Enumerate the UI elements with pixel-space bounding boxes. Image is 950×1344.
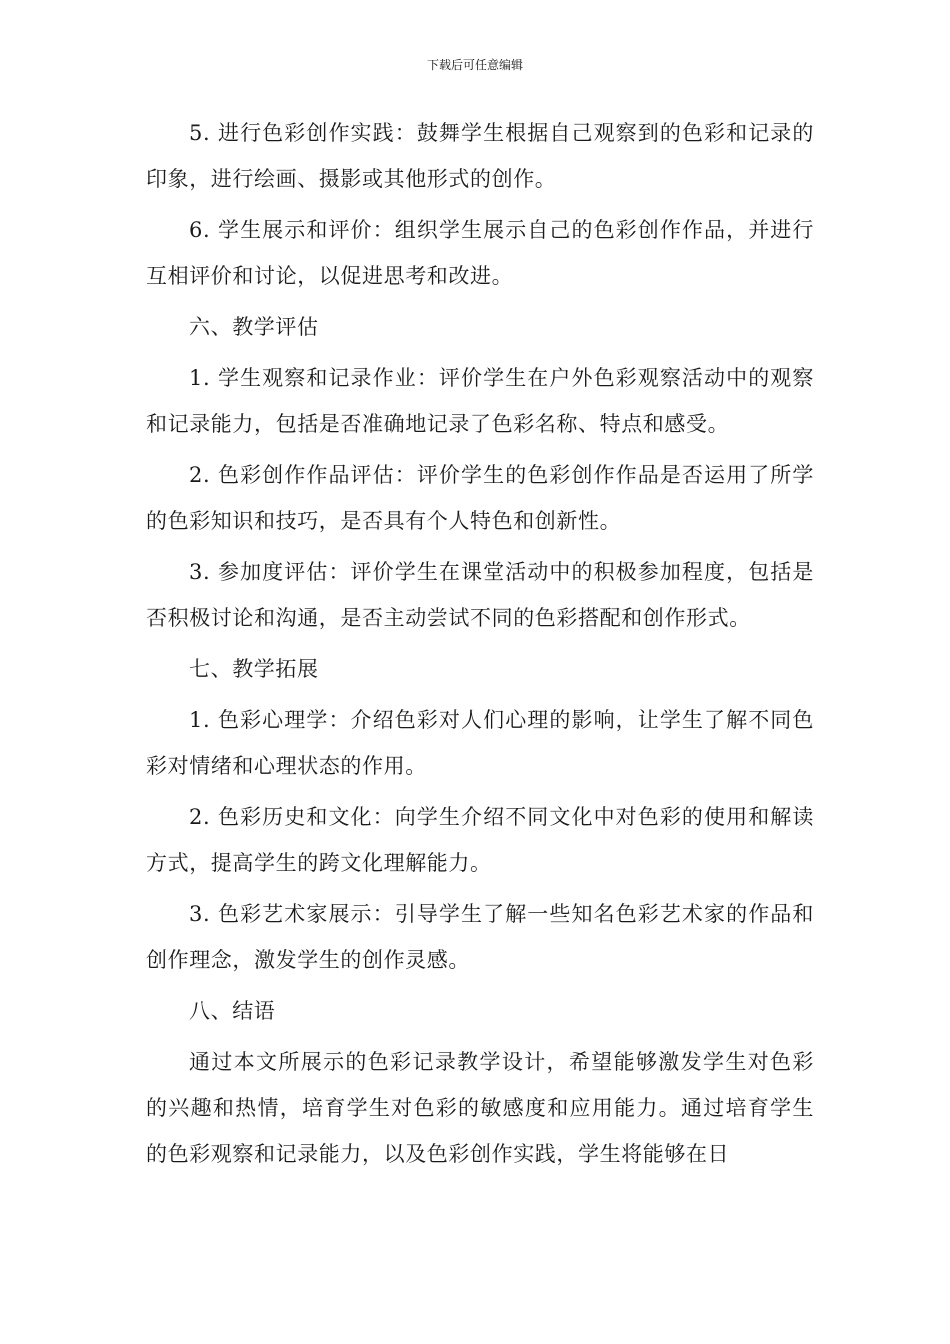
document-body	[146, 110, 814, 1182]
paragraph-assessment-1: 1. 学生观察和记录作业：评价学生在户外色彩观察活动中的观察和记录能力，包括是否准确地记录了色彩名称、特点和感受。	[146, 366, 814, 436]
paragraph-extension-3: 3. 色彩艺术家展示：引导学生了解一些知名色彩艺术家的作品和创作理念，激发学生的创作灵感。	[146, 902, 814, 972]
section-heading-teaching-extension: 七、教学拓展	[189, 657, 319, 681]
paragraph-extension-1: 1. 色彩心理学：介绍色彩对人们心理的影响，让学生了解不同色彩对情绪和心理状态的作用。	[146, 708, 814, 778]
paragraph-conclusion: 通过本文所展示的色彩记录教学设计，希望能够激发学生对色彩的兴趣和热情，培育学生对色彩的敏感度和应用能力。通过培育学生的色彩观察和记录能力，以及色彩创作实践，学生将能够在日	[146, 1050, 814, 1166]
paragraph-assessment-2: 2. 色彩创作作品评估：评价学生的色彩创作作品是否运用了所学的色彩知识和技巧，是否具有个人特色和创新性。	[146, 463, 814, 533]
paragraph-item-6-display-evaluation: 6. 学生展示和评价：组织学生展示自己的色彩创作作品，并进行互相评价和讨论，以促进思考和改进。	[146, 218, 814, 288]
section-heading-conclusion: 八、结语	[189, 999, 276, 1023]
page-header: 下载后可任意编辑	[426, 58, 523, 72]
paragraph-item-5-creation-practice: 5. 进行色彩创作实践：鼓舞学生根据自己观察到的色彩和记录的印象，进行绘画、摄影或其他形式的创作。	[146, 121, 814, 191]
section-heading-teaching-assessment: 六、教学评估	[189, 315, 319, 339]
paragraph-extension-2: 2. 色彩历史和文化：向学生介绍不同文化中对色彩的使用和解读方式，提高学生的跨文化理解能力。	[146, 805, 814, 875]
paragraph-assessment-3: 3. 参加度评估：评价学生在课堂活动中的积极参加程度，包括是否积极讨论和沟通，是否主动尝试不同的色彩搭配和创作形式。	[146, 560, 814, 630]
